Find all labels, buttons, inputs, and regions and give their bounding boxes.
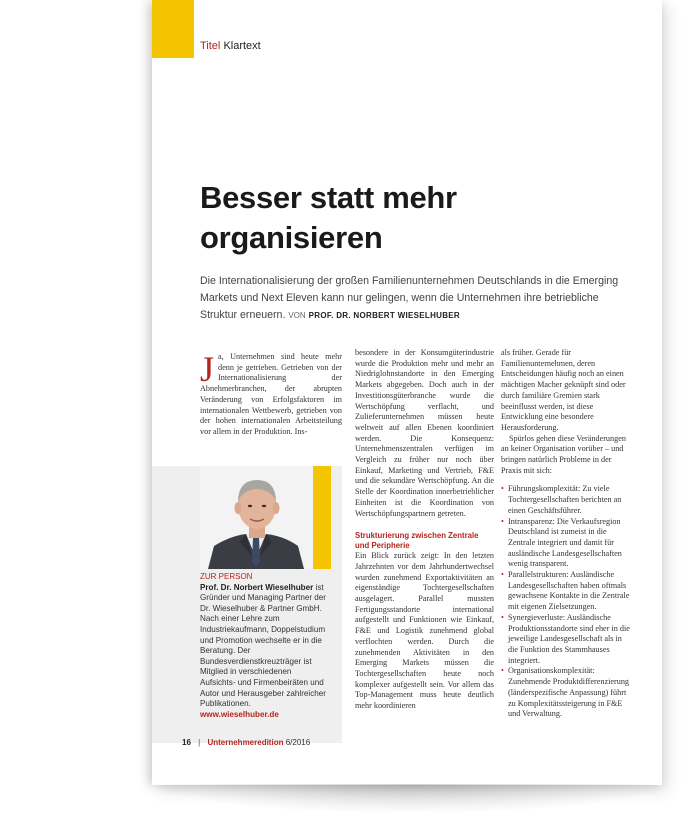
author-bio-text: ist Gründer und Managing Partner der Dr. Wieselhuber & Partner GmbH. Nach einer Lehre zum Industriekaufmann, Doppelstudium und Promotion wechselte er in die Beratung. Der Bundesverdienstkreuzträger ist Mitglied in verschiedenen Aufsichts- und Firmenbeiräten und Autor und Herausgeber zahlreicher Publikationen.	[200, 582, 326, 709]
problem-list	[501, 484, 632, 719]
article-title: Besser statt mehr organisieren	[200, 180, 457, 255]
article-lead	[200, 273, 620, 324]
list-item: • Organisationskomplexität: Zunehmende Produktdifferenzierung (länderspezifische Anpassung) führt zu Komplexitätssteigerung in F&E und Verwaltung.	[501, 666, 632, 720]
column-2-para-1: besondere in der Konsumgüterindustrie wurde die Produktion mehr und mehr an Niedriglohnstandorte in den Emerging Markets abgegeben. Doch auch in der Investitionsgüterbranche wurde die Wertschöpfung verflacht, und Zulieferunternehmen müssen heute weltweit auf allen Ebenen koordiniert werden. Die Konsequenz: Unternehmenszentralen verfügen im Vergleich zu früher nur noch über Einkauf, Marketing und Vertrieb, F&E und die sekundäre Wertschöpfung. An die Stelle der Koordination innerbetrieblicher Einheiten ist die Koordination von Wertschöpfungspartnern getreten.	[355, 348, 494, 518]
page-drop-shadow	[150, 784, 670, 814]
issue-number: 6/2016	[285, 738, 311, 747]
column-3	[501, 348, 632, 720]
page-number: 16	[182, 738, 191, 747]
list-item: • Parallelstrukturen: Ausländische Landesgesellschaften haben oftmals gewachsene Kontakte in die Zentrale mit eigenen Zielsetzungen.	[501, 570, 632, 613]
column-3-para-2: Spürlos gehen diese Veränderungen an keiner Organisation vorüber – und bringen natürlich Probleme in der Praxis mit sich:	[501, 433, 626, 475]
column-1-text: a, Unternehmen sind heute mehr denn je getrieben. Getrieben von der Internationalisierung der Abnehmerbranchen, der abrupten Veränderung von Erfolgsfaktoren im internationalen Wettbewerb, getrieben von der hohen internationalen Arbeitsteilung vor allem in der Produktion. Ins-	[200, 352, 342, 436]
publication-name: Unternehmeredition	[207, 738, 284, 747]
author-bio	[200, 572, 328, 720]
kicker-label: Klartext	[223, 40, 261, 52]
list-item: • Synergieverluste: Ausländische Produktionsstandorte sind eher in die jeweilige Landesgesellschaft als in die Funktion des Stammhauses integriert.	[501, 613, 632, 667]
lead-author: PROF. DR. NORBERT WIESELHUBER	[308, 311, 461, 320]
column-2-subhead: Strukturierung zwischen Zentrale und Peripherie	[355, 531, 479, 551]
author-name: Prof. Dr. Norbert Wieselhuber	[200, 582, 314, 592]
drop-cap: J	[200, 349, 215, 389]
yellow-corner-tab	[152, 0, 194, 58]
lead-text: Die Internationalisierung der großen Familienunternehmen Deutschlands in die Emerging Markets und Next Eleven kann nur gelingen, wenn die Unternehmen ihre betriebliche Struktur erneuern.	[200, 275, 619, 321]
photo-yellow-bar	[313, 466, 331, 569]
lead-by: VON	[288, 311, 306, 320]
author-website-link[interactable]: www.wieselhuber.de	[200, 709, 279, 719]
sidebar-label: ZUR PERSON	[200, 572, 253, 581]
column-1	[200, 349, 342, 438]
column-2	[355, 348, 494, 712]
footer-separator: |	[198, 738, 201, 747]
magazine-page	[152, 0, 662, 785]
list-item: • Führungskomplexität: Zu viele Tochtergesellschaften berichten an einen Geschäftsführer.	[501, 484, 632, 516]
author-photo	[200, 466, 313, 569]
list-item: • Intransparenz: Die Verkaufsregion Deutschland ist zumeist in die Zentrale integriert und damit für ausländische Landesgesellschaften wenig transparent.	[501, 517, 632, 571]
section-kicker	[200, 40, 261, 52]
author-photo-frame	[200, 466, 331, 569]
column-3-para-1: als früher. Gerade für Familienunternehmen, deren Entscheidungen häufig noch an einen mächtigen Macher geknüpft sind oder durch familiäre Gremien stark beeinflusst werden, ist diese Entwicklung eine besondere Herausforderung.	[501, 348, 626, 432]
column-2-para-2: Ein Blick zurück zeigt: In den letzten Jahrzehnten vor dem Jahrhundertwechsel wurden zunehmend Exportaktivitäten an eigenständige Tochtergesellschaften ausgelagert. Parallel mussten Fertigungsstandorte international aufgestellt und Funktionen wie Einkauf, F&E und Logistik zunehmend global verflochten werden. Durch die zunehmenden Aktivitäten in den Emerging Markets müssen die Tochtergesellschaften heute noch komplexer aufgestellt sein. Vor allem das Top-Management muss heute deutlich mehr koordinieren	[355, 551, 494, 711]
kicker-section: Titel	[200, 40, 221, 52]
page-footer	[182, 738, 310, 747]
